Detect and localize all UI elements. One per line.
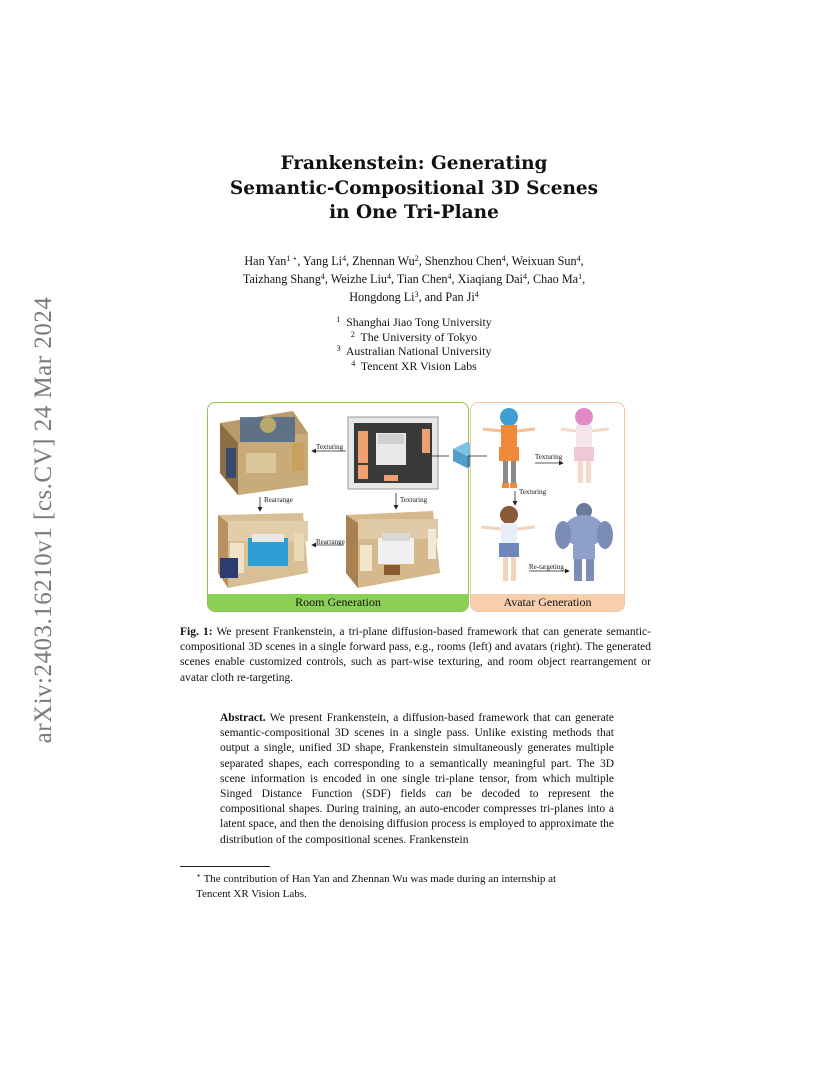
room-generation-label: Room Generation [208, 594, 468, 611]
abstract-text: We present Frankenstein, a diffusion-based framework that can generate semantic-compositional 3D scenes in a single pass. Unlike existing methods that output a single, unified 3D shape, Frankenstein simultaneously generates multiple separated shapes, each corresponding to a semantically meaningful part. The 3D scene information is encoded in one single tri-plane tensor, from which multiple Singed Distance Function (SDF) fields can be decoded to represent the compositional shapes. During training, an auto-encoder compresses tri-planes into a latent space, and then the denoising diffusion process is employed to approximate the distribution of the compositional scenes. Frankenstein [220, 712, 614, 846]
title-line: Semantic-Compositional 3D Scenes [229, 177, 599, 199]
caption-text: We present Frankenstein, a tri-plane diffusion-based framework that can generate semantic-compositional 3D scenes in a single forward pass, e.g., rooms (left) and avatars (right). The generated scenes enable customized controls, such as part-wise texturing, and room object rearrangement or avatar cloth re-targeting. [180, 626, 651, 684]
paper-title [180, 152, 648, 226]
avatar-generation-label: Avatar Generation [471, 594, 624, 611]
avatar-untextured [483, 408, 535, 488]
author-name: Yang Li [303, 254, 343, 268]
author-list: Han Yan$^{1 ⋆}$, Yang Li$^4$, Zhennan Wu$^2$, Shenzhou Chen$^4$, Weixuan Sun$^4$, Taizhang Shang$^4$, Weizhe Liu$^4$, Tian Chen$^4$, Xiaqiang Dai$^4$, Chao Ma$^1$, Hongdong Li$^3$, and Pan Ji$^4$ [242, 254, 586, 304]
avatar-generation-panel [470, 402, 625, 612]
author-sup: 4 [522, 272, 527, 281]
author-sup: 4 [474, 290, 479, 299]
author-name: Shenzhou Chen [424, 254, 502, 268]
affiliation: $^4$ Tencent XR Vision Labs [351, 358, 477, 373]
author-sup: 1 ⋆ [286, 254, 298, 263]
connector-arrows [429, 450, 489, 462]
author-name: Xiaqiang Dai [457, 272, 523, 286]
author-name: Weizhe Liu [330, 272, 387, 286]
avatar-uniform [481, 506, 535, 581]
footnote-mark: ⋆ [196, 871, 202, 880]
footnote-line: Tencent XR Vision Labs. [196, 887, 307, 900]
label-texturing: Texturing [400, 496, 428, 504]
label-rearrange: Rearrange [264, 496, 293, 504]
affiliation: $^1$ Shanghai Jiao Tong University [336, 315, 492, 329]
room-illustrations [208, 403, 468, 595]
author-name: Tian Chen [396, 272, 448, 286]
author-name: Zhennan Wu [352, 254, 415, 268]
arxiv-id: arXiv:2403.16210v1 [cs.CV] 24 Mar 2024 [30, 296, 57, 744]
title-line: Frankenstein: Generating [280, 153, 548, 174]
author-sup: 4 [386, 272, 391, 281]
author-sup: 4 [342, 254, 347, 263]
author-name: Hongdong Li [349, 290, 415, 304]
footnote-line: The contribution of Han Yan and Zhennan Wu was made during an internship at [203, 873, 557, 885]
figure-caption [180, 625, 651, 686]
label-texturing: Texturing [316, 443, 344, 451]
arxiv-stamp [24, 285, 64, 755]
affiliation: $^3$ Australian National University [336, 344, 492, 358]
rearranged-room [218, 513, 308, 588]
abstract-label: Abstract. [220, 712, 266, 724]
untextured-room-top [348, 417, 438, 489]
author-name: Pan Ji [445, 290, 475, 304]
teaser-figure [207, 402, 625, 612]
affiliation-list [280, 315, 548, 373]
label-rearrange: Rearrange [316, 538, 345, 546]
footnote-rule [180, 866, 270, 867]
author-name: Chao Ma [533, 272, 579, 286]
author-sup: 4 [320, 272, 325, 281]
avatar-textured [561, 408, 609, 483]
author-name: Taizhang Shang [242, 272, 321, 286]
author-sup: 4 [501, 254, 506, 263]
affiliation: $^2$ The University of Tokyo [350, 329, 478, 344]
title-line: in One Tri-Plane [329, 202, 499, 223]
author-name: Han Yan [244, 254, 287, 268]
label-texturing: Texturing [519, 488, 547, 496]
abstract [220, 711, 614, 848]
author-name: Weixuan Sun [511, 254, 577, 268]
textured-room-bottom [346, 511, 440, 588]
author-sup: 4 [576, 254, 581, 263]
label-texturing: Texturing [535, 453, 563, 461]
textured-room-top [220, 411, 308, 495]
room-generation-panel [207, 402, 469, 612]
caption-label: Fig. 1: [180, 626, 213, 638]
footnote [180, 872, 651, 901]
label-retargeting: Re-targeting [529, 563, 564, 571]
author-sup: 2 [414, 254, 419, 263]
author-sup: 1 [578, 272, 583, 281]
author-sup: 4 [447, 272, 452, 281]
author-sup: 3 [414, 290, 419, 299]
